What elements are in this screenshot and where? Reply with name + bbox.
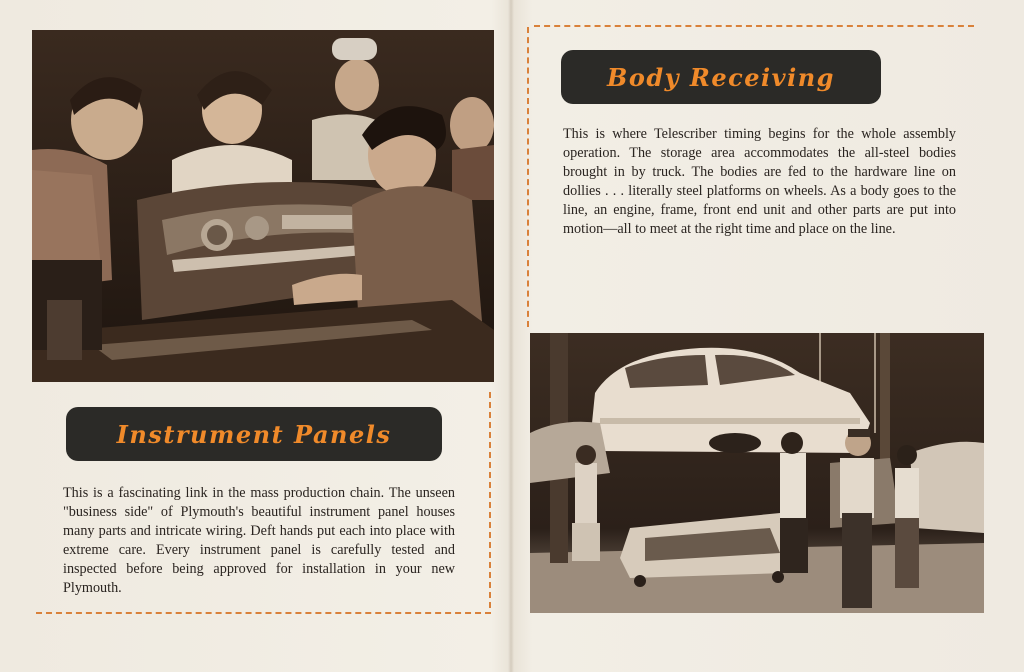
left-dash-vertical xyxy=(489,392,491,608)
instrument-panels-title: Instrument Panels xyxy=(116,419,392,449)
body-receiving-title-pill xyxy=(561,50,881,104)
instrument-panels-text: This is a fascinating link in the mass production chain. The unseen "business side" of Plymouth's beautiful instrument panel houses many parts and intricate wiring. Deft hands put each into place with extreme care. Every instrument panel is carefully tested and inspected before being approved for installation in your new Plymouth. xyxy=(63,485,455,596)
page-spine xyxy=(508,0,514,672)
instrument-panel-photo xyxy=(32,30,494,382)
body-receiving-photo xyxy=(530,333,984,613)
instrument-panels-title-pill xyxy=(66,407,442,461)
left-dash-horizontal xyxy=(36,612,491,614)
body-receiving-text: This is where Telescriber timing begins for the whole assembly operation. The storage area accommodates the all-steel bodies brought in by truck. The bodies are fed to the hardware line on dollies . . . literally steel platforms on wheels. As a body goes to the line, an engine, frame, front end unit and other parts are put into motion—all to meet at the right time and place on the line. xyxy=(563,126,956,237)
right-dash-horizontal xyxy=(534,25,974,27)
body-receiving-title: Body Receiving xyxy=(607,62,835,92)
right-dash-vertical xyxy=(527,27,529,327)
